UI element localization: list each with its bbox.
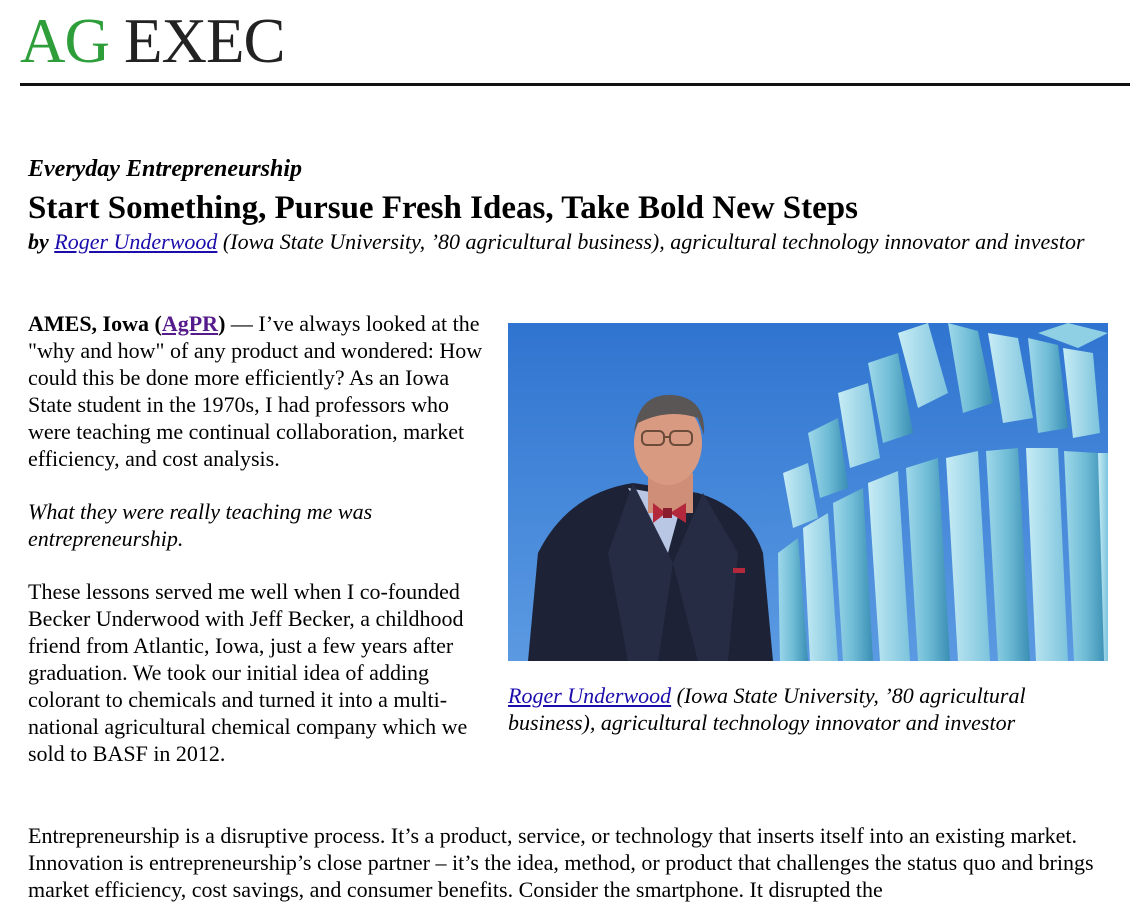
header-divider bbox=[20, 83, 1130, 86]
body-paragraph-3: These lessons served me well when I co-founded Becker Underwood with Jeff Becker, a childhood friend from Atlantic, Iowa, just a few years after graduation. We took our initial idea of adding colorant to chemicals and turned it into a multi-national agricultural chemical company which we sold to BASF in 2012. bbox=[28, 579, 468, 766]
article-headline: Start Something, Pursue Fresh Ideas, Take Bold New Steps bbox=[28, 190, 858, 226]
figure-caption bbox=[508, 682, 1108, 736]
italic-text: What they were really teaching me was entrepreneurship. bbox=[28, 499, 373, 551]
logo-ag-text: AG bbox=[20, 6, 109, 76]
lead-paragraph: AMES, Iowa (AgPR) — I’ve always looked at the "why and how" of any product and wondered: How could this be done more efficiently? As an Iowa State student in the 1970s, I had professors who were teaching me continual collaboration, market efficiency, and cost analysis. bbox=[28, 311, 483, 471]
byline-prefix: by bbox=[28, 229, 49, 254]
body-paragraph-4: Entrepreneurship is a disruptive process. It’s a product, service, or technology that inserts itself into an existing market. Innovation is entrepreneurship’s close partner – it’s the idea, method, or product that challenges the status quo and brings market efficiency, cost savings, and consumer benefits. Consider the smartphone. It disrupted the bbox=[28, 823, 1094, 902]
article-byline bbox=[28, 228, 1113, 255]
article-figure bbox=[508, 323, 1108, 736]
dateline-location: AMES, Iowa bbox=[28, 311, 150, 336]
byline-suffix: (Iowa State University, ’80 agricultural business), agricultural technology innovator and investor bbox=[222, 229, 1085, 254]
byline-author-link[interactable]: Roger Underwood bbox=[54, 229, 218, 254]
site-logo[interactable] bbox=[20, 6, 284, 76]
caption-text: (Iowa State University, ’80 agricultural business), agricultural technology innovator and investor bbox=[508, 683, 1026, 735]
italic-paragraph bbox=[28, 498, 490, 552]
lead-text: — I’ve always looked at the "why and how" of any product and wondered: How could this be done more efficiently? As an Iowa State student in the 1970s, I had professors who were teaching me continual collaboration, market efficiency, and cost analysis. bbox=[28, 311, 483, 471]
caption-author-link[interactable]: Roger Underwood bbox=[508, 683, 672, 708]
article-kicker: Everyday Entrepreneurship bbox=[28, 156, 303, 182]
author-photo bbox=[508, 323, 1108, 661]
article-left-column bbox=[28, 310, 490, 793]
logo-exec-text: EXEC bbox=[124, 6, 285, 76]
source-link-agpr[interactable]: AgPR bbox=[161, 311, 219, 336]
